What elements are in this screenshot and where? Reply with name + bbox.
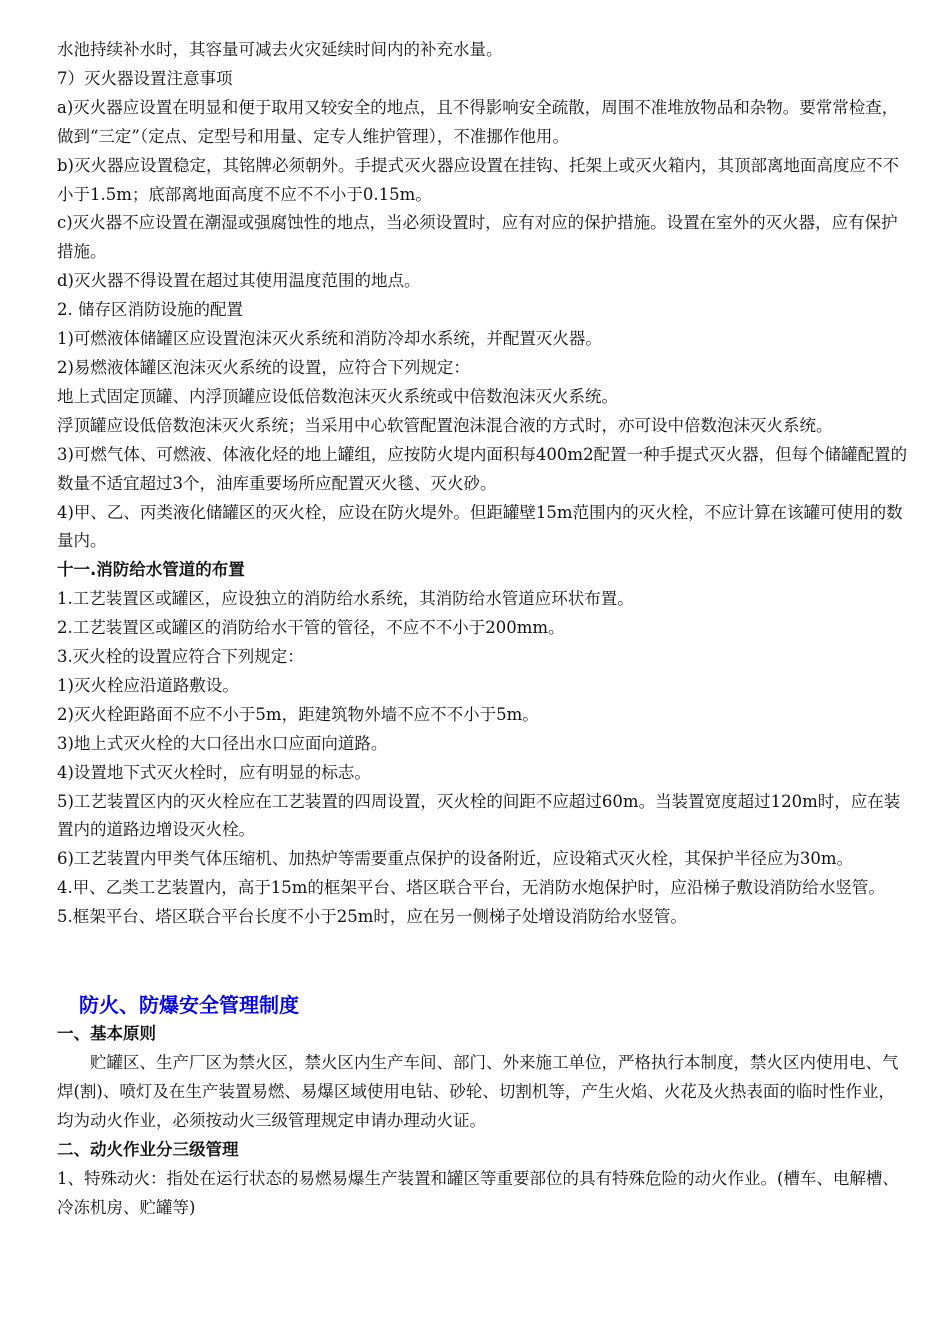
paragraph: 地上式固定顶罐、内浮顶罐应设低倍数泡沫灭火系统或中倍数泡沫灭火系统。 (57, 386, 618, 406)
paragraph: 1)灭火栓应沿道路敷设。 (57, 675, 239, 695)
paragraph: 4.甲、乙类工艺装置内，高于15m的框架平台、塔区联合平台，无消防水炮保护时，应沿梯子敷设消防给水竖管。 (57, 878, 885, 898)
paragraph: 2.工艺装置区或罐区的消防给水干管的管径，不应不不小于200mm。 (57, 618, 565, 638)
paragraph: c)灭火器不应设置在潮湿或强腐蚀性的地点，当必须设置时，应有对应的保护措施。设置在室外的灭火器，应有保护措施。 (57, 213, 898, 262)
paragraph: 水池持续补水时，其容量可减去火灾延续时间内的补充水量。 (57, 40, 503, 59)
section-heading: 十一.消防给水管道的布置 (57, 560, 245, 580)
paragraph: 7）灭火器设置注意事项 (57, 68, 233, 88)
paragraph: a)灭火器应设置在明显和便于取用又较安全的地点，且不得影响安全疏散，周围不准堆放物品和杂物。要常常检查，做到“三定”（定点、定型号和用量、定专人维护管理），不准挪作他用。 (57, 97, 899, 146)
paragraph: 2)灭火栓距路面不应不小于5m，距建筑物外墙不应不不小于5m。 (57, 704, 539, 724)
document-title: 防火、防爆安全管理制度 (79, 993, 299, 1018)
paragraph: d)灭火器不得设置在超过其使用温度范围的地点。 (57, 271, 421, 291)
section-spacer (57, 932, 910, 990)
section-heading: 二、动火作业分三级管理 (57, 1139, 239, 1159)
paragraph: 1、特殊动火：指处在运行状态的易燃易爆生产装置和罐区等重要部位的具有特殊危险的动火作业。(槽车、电解槽、冷冻机房、贮罐等) (57, 1168, 899, 1217)
paragraph: 浮顶罐应设低倍数泡沫灭火系统；当采用中心软管配置泡沫混合液的方式时，亦可设中倍数泡沫灭火系统。 (57, 415, 833, 435)
paragraph: 2)易燃液体罐区泡沫灭火系统的设置，应符合下列规定： (57, 357, 470, 377)
paragraph: 5.框架平台、塔区联合平台长度不小于25m时，应在另一侧梯子处增设消防给水竖管。 (57, 907, 687, 927)
paragraph: 2. 储存区消防设施的配置 (57, 300, 243, 320)
paragraph: 1.工艺装置区或罐区，应设独立的消防给水系统，其消防给水管道应环状布置。 (57, 589, 634, 609)
paragraph: 4)甲、乙、丙类液化储罐区的灭火栓，应设在防火堤外。但距罐壁15m范围内的灭火栓，不应计算在该罐可使用的数量内。 (57, 502, 903, 551)
paragraph: 5)工艺装置区内的灭火栓应在工艺装置的四周设置，灭火栓的间距不应超过60m。当装置宽度超过120m时，应在装置内的道路边增设灭火栓。 (57, 791, 901, 840)
paragraph: 4)设置地下式灭火栓时，应有明显的标志。 (57, 762, 371, 782)
paragraph: 3.灭火栓的设置应符合下列规定： (57, 647, 304, 667)
paragraph: 贮罐区、生产厂区为禁火区，禁火区内生产车间、部门、外来施工单位，严格执行本制度，禁火区内使用电、气焊(割)、喷灯及在生产装置易燃、易爆区域使用电钻、砂轮、切割机等，产生火焰、火花及火热表面的临时性作业，均为动火作业，必须按动火三级管理规定申请办理动火证。 (57, 1053, 899, 1130)
paragraph: 3)地上式灭火栓的大口径出水口应面向道路。 (57, 733, 388, 753)
section-heading: 一、基本原则 (57, 1024, 156, 1044)
paragraph: 1)可燃液体储罐区应设置泡沫灭火系统和消防冷却水系统，并配置灭火器。 (57, 329, 602, 349)
paragraph: 6)工艺装置内甲类气体压缩机、加热炉等需要重点保护的设备附近，应设箱式灭火栓，其保护半径应为30m。 (57, 849, 854, 869)
paragraph: b)灭火器应设置稳定，其铭牌必须朝外。手提式灭火器应设置在挂钩、托架上或灭火箱内，其顶部离地面高度应不不小于1.5m；底部离地面高度不应不不小于0.15m。 (57, 155, 899, 204)
paragraph: 3)可燃气体、可燃液、体液化烃的地上罐组，应按防火堤内面积每400m2配置一种手提式灭火器，但每个储罐配置的数量不适宜超过3个，油库重要场所应配置灭火毯、灭火砂。 (57, 444, 908, 493)
